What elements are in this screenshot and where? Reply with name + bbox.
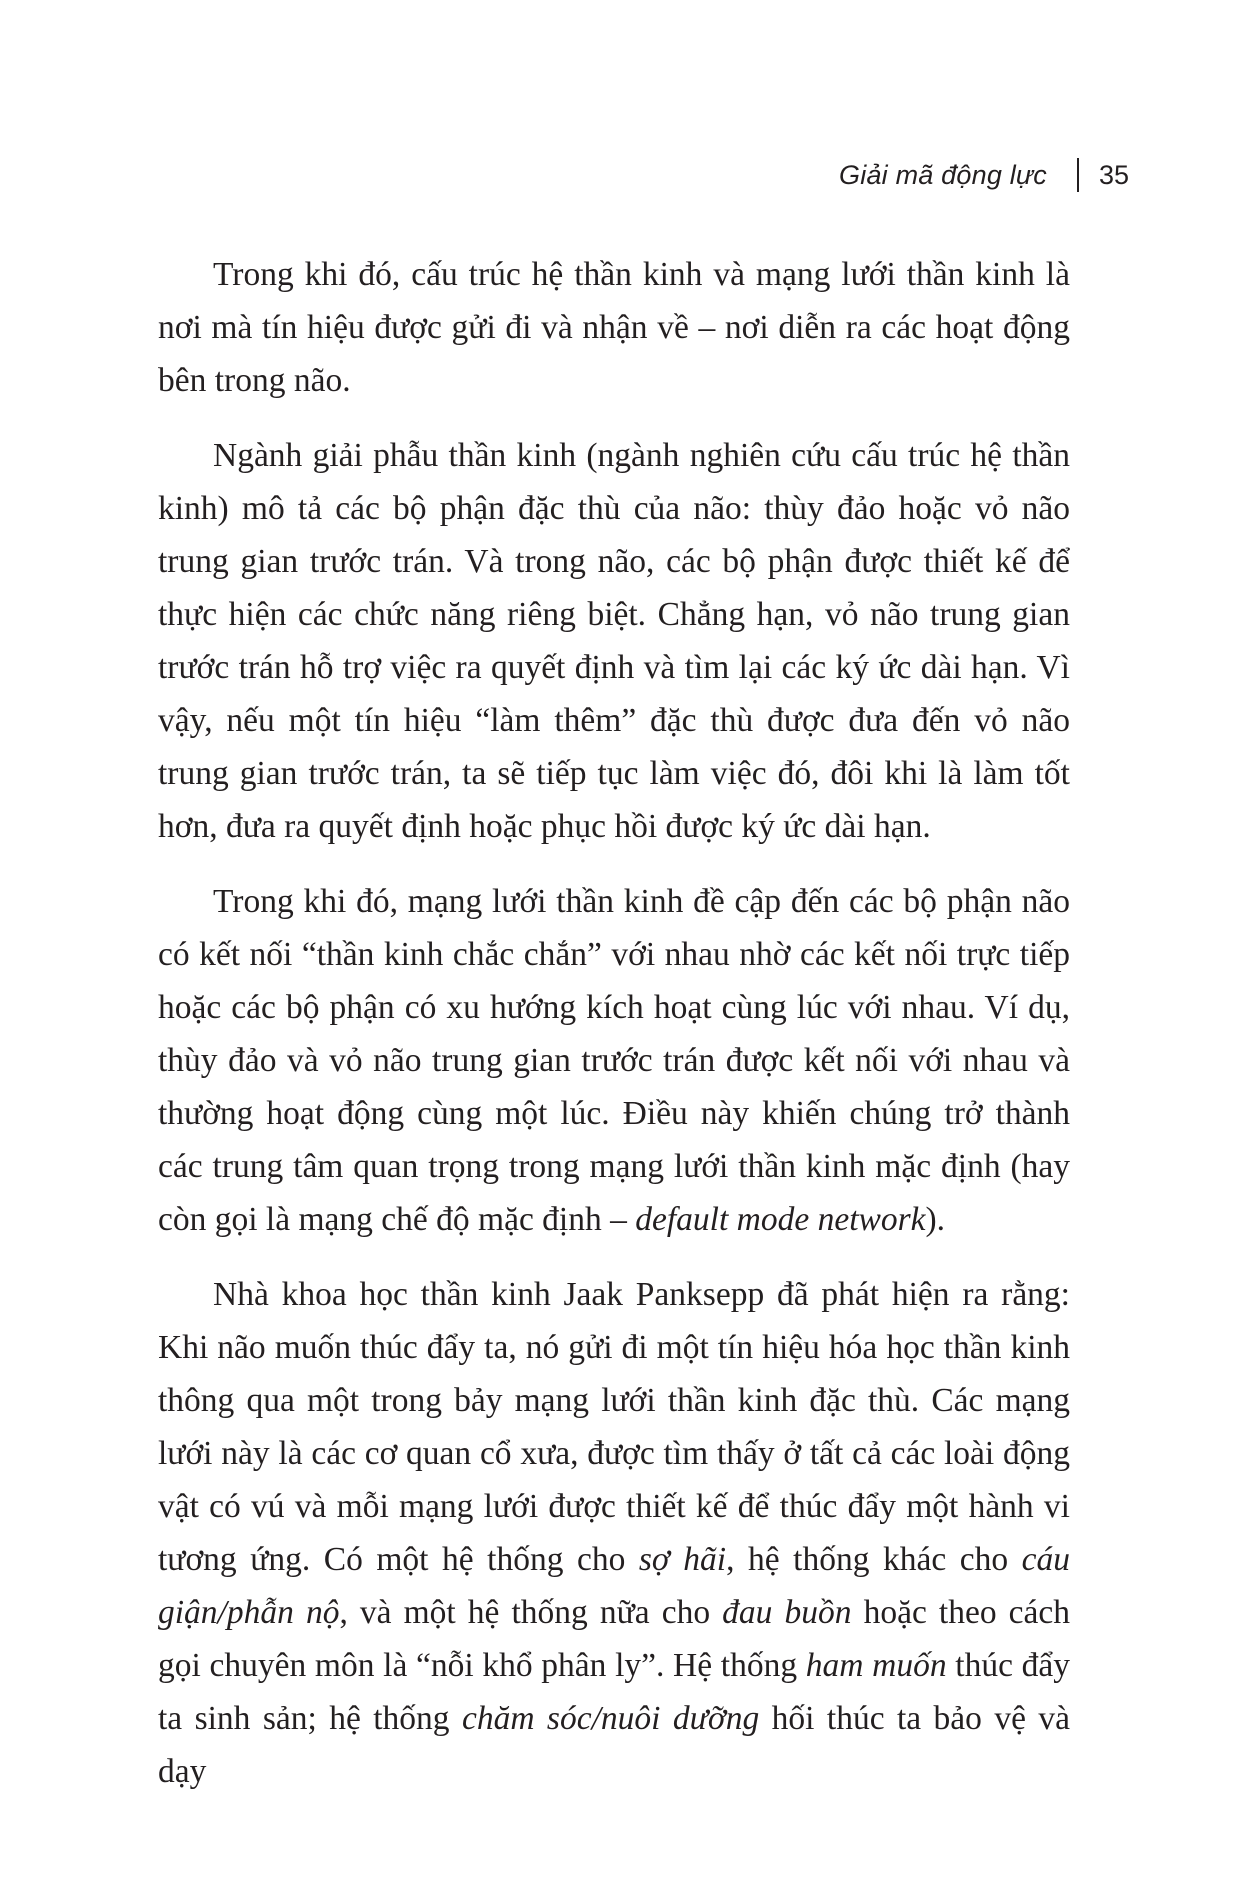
- text-run: ).: [925, 1201, 946, 1238]
- running-header: [839, 158, 1129, 192]
- text-run: thúc đẩy ta sinh sản; hệ thống: [158, 1647, 1071, 1737]
- italic-run: sợ hãi: [638, 1541, 727, 1578]
- italic-run: đau buồn: [722, 1594, 852, 1631]
- paragraph: [158, 1268, 1070, 1798]
- chapter-title: Giải mã động lực: [839, 159, 1047, 190]
- text-run: hối thúc ta bảo vệ và dạy: [158, 1700, 1070, 1790]
- text-run: , hệ thống khác cho: [726, 1541, 1022, 1578]
- text-run: Ngành giải phẫu thần kinh (ngành nghiên cứu cấu trúc hệ thần kinh) mô tả các bộ phận đặc thù của não: thùy đảo hoặc vỏ não trung gian trước trán. Và trong não, các bộ phận được thiết kế để thực hiện các chức năng riêng biệt. Chẳng hạn, vỏ não trung gian trước trán hỗ trợ việc ra quyết định và tìm lại các ký ức dài hạn. Vì vậy, nếu một tín hiệu “làm thêm” đặc thù được đưa đến vỏ não trung gian trước trán, ta sẽ tiếp tục làm việc đó, đôi khi là làm tốt hơn, đưa ra quyết định hoặc phục hồi được ký ức dài hạn.: [158, 437, 1070, 845]
- italic-run: ham muốn: [805, 1647, 947, 1684]
- page-number: 35: [1098, 159, 1129, 190]
- italic-run: default mode network: [635, 1201, 926, 1238]
- body-text: [158, 248, 1070, 1820]
- text-run: hoặc theo cách gọi chuyên môn là “nỗi khổ phân ly”. Hệ thống: [158, 1594, 1070, 1684]
- paragraph: [158, 248, 1070, 407]
- header-divider: [1077, 158, 1079, 192]
- paragraph: [158, 429, 1070, 853]
- paragraph: [158, 875, 1070, 1246]
- text-run: Nhà khoa học thần kinh Jaak Panksepp đã phát hiện ra rằng: Khi não muốn thúc đẩy ta, nó gửi đi một tín hiệu hóa học thần kinh thông qua một trong bảy mạng lưới thần kinh đặc thù. Các mạng lưới này là các cơ quan cổ xưa, được tìm thấy ở tất cả các loài động vật có vú và mỗi mạng lưới được thiết kế để thúc đẩy một hành vi tương ứng. Có một hệ thống cho: [158, 1276, 1070, 1578]
- text-run: Trong khi đó, cấu trúc hệ thần kinh và mạng lưới thần kinh là nơi mà tín hiệu được gửi đi và nhận về – nơi diễn ra các hoạt động bên trong não.: [158, 256, 1070, 399]
- text-run: Trong khi đó, mạng lưới thần kinh đề cập đến các bộ phận não có kết nối “thần kinh chắc chắn” với nhau nhờ các kết nối trực tiếp hoặc các bộ phận có xu hướng kích hoạt cùng lúc với nhau. Ví dụ, thùy đảo và vỏ não trung gian trước trán được kết nối với nhau và thường hoạt động cùng một lúc. Điều này khiến chúng trở thành các trung tâm quan trọng trong mạng lưới thần kinh mặc định (hay còn gọi là mạng chế độ mặc định –: [158, 883, 1070, 1238]
- text-run: , và một hệ thống nữa cho: [339, 1594, 723, 1631]
- italic-run: chăm sóc/nuôi dưỡng: [461, 1700, 760, 1737]
- italic-run: cáu giận/phẫn nộ: [158, 1541, 1070, 1631]
